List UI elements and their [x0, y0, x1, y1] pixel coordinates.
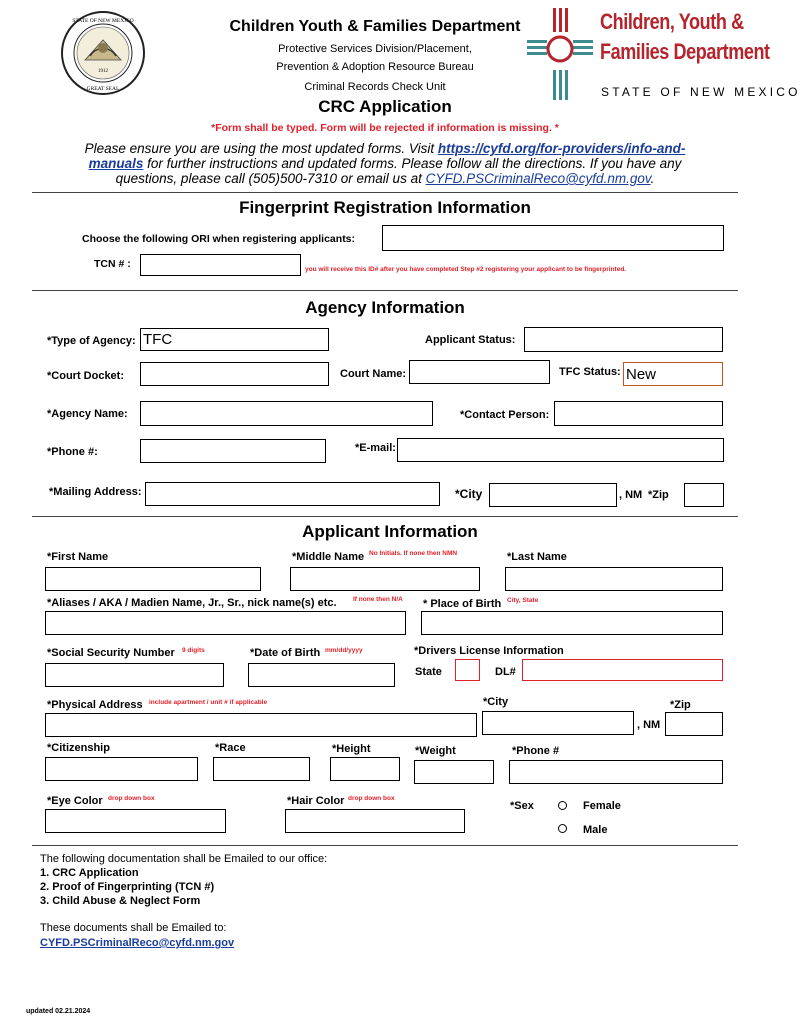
middle-name-field[interactable]: [290, 567, 480, 591]
sex-male-label: Male: [583, 824, 608, 836]
place-of-birth-field[interactable]: [421, 611, 723, 635]
race-label: *Race: [215, 742, 246, 754]
ori-label: Choose the following ORI when registering applicants:: [82, 233, 356, 245]
applicant-nm-label: , NM: [637, 719, 661, 731]
forms-link[interactable]: https://cyfd.org/for-providers/info-and-: [437, 141, 686, 156]
place-of-birth-note: City, State: [507, 597, 539, 604]
hair-color-note: drop down box: [348, 795, 395, 802]
logo-state: STATE OF NEW MEXICO: [601, 85, 801, 99]
tcn-field[interactable]: [140, 254, 301, 276]
docs-intro: The following documentation shall be Emailed to our office:: [40, 853, 328, 865]
hair-color-dropdown[interactable]: [285, 809, 465, 833]
dob-field[interactable]: [248, 663, 395, 687]
ori-field[interactable]: [382, 225, 724, 251]
agency-section-title: Agency Information: [305, 298, 465, 317]
aliases-field[interactable]: [45, 611, 406, 635]
intro-paragraph: Please ensure you are using the most updated forms. Visit https://cyfd.org/for-providers/info-and- manuals for further instructions and updated forms. Please follow all the directions. If you have any questions, please call (505)500-7310 or email us at CYFD.PSCriminalReco@cyfd.nm.gov.: [84, 141, 686, 186]
court-name-label: Court Name:: [340, 368, 407, 380]
agency-type-label: *Type of Agency:: [47, 335, 136, 347]
mailing-address-field[interactable]: [145, 482, 440, 506]
forms-link-cont[interactable]: manuals: [88, 156, 144, 171]
department-title: Children Youth & Families Department: [229, 18, 521, 35]
first-name-field[interactable]: [45, 567, 261, 591]
docs-email-intro: These documents shall be Emailed to:: [40, 922, 227, 934]
docs-email-link[interactable]: CYFD.PSCriminalReco@cyfd.nm.gov: [40, 937, 235, 949]
last-name-field[interactable]: [505, 567, 723, 591]
dl-state-field[interactable]: [455, 659, 480, 681]
agency-city-label: *City: [455, 487, 483, 501]
agency-email-label: *E-mail:: [355, 442, 396, 454]
updated-date: updated 02.21.2024: [26, 1008, 91, 1015]
division-line-2: Prevention & Adoption Resource Bureau: [276, 61, 474, 73]
applicant-section-title: Applicant Information: [302, 522, 478, 541]
applicant-status-field[interactable]: [524, 327, 723, 352]
agency-phone-label: *Phone #:: [47, 446, 98, 458]
physical-address-note: include apartment / unit # if applicable: [149, 699, 268, 706]
divider: [32, 845, 738, 846]
hair-color-label: *Hair Color: [287, 795, 345, 807]
court-docket-label: *Court Docket:: [47, 370, 125, 382]
applicant-city-field[interactable]: [482, 711, 634, 735]
race-field[interactable]: [213, 757, 310, 781]
docs-item-3: 3. Child Abuse & Neglect Form: [40, 895, 201, 907]
state-seal-icon: [60, 10, 146, 96]
contact-person-field[interactable]: [554, 401, 723, 426]
docs-item-1: 1. CRC Application: [40, 867, 139, 879]
dl-number-label: DL#: [495, 666, 516, 678]
applicant-zip-field[interactable]: [665, 712, 723, 736]
divider: [32, 516, 738, 517]
citizenship-field[interactable]: [45, 757, 198, 781]
drivers-license-label: *Drivers License Information: [414, 645, 564, 657]
eye-color-note: drop down box: [108, 795, 155, 802]
svg-text:1912: 1912: [98, 69, 108, 74]
sex-male-radio[interactable]: [558, 824, 567, 833]
tcn-note: you will receive this ID# after you have completed Step #2 registering your applicant to be fingerprinted.: [305, 266, 627, 273]
court-docket-field[interactable]: [140, 362, 329, 386]
agency-type-value: TFC: [143, 331, 173, 348]
unit-name: Criminal Records Check Unit: [304, 81, 446, 93]
sex-female-label: Female: [583, 800, 621, 812]
division-line-1: Protective Services Division/Placement,: [278, 43, 472, 55]
divider: [32, 192, 738, 193]
mailing-address-label: *Mailing Address:: [49, 486, 142, 498]
weight-field[interactable]: [414, 760, 494, 784]
tcn-label: TCN # :: [94, 258, 131, 270]
warning-text: *Form shall be typed. Form will be rejected if information is missing. *: [211, 122, 559, 134]
ssn-field[interactable]: [45, 663, 224, 687]
agency-name-label: *Agency Name:: [47, 408, 128, 420]
first-name-label: *First Name: [47, 551, 109, 563]
applicant-phone-field[interactable]: [509, 760, 723, 784]
dob-note: mm/dd/yyyy: [325, 647, 363, 654]
form-title: CRC Application: [318, 97, 452, 116]
height-label: *Height: [332, 743, 371, 755]
tfc-status-value: New: [626, 366, 657, 383]
fingerprint-section-title: Fingerprint Registration Information: [239, 198, 531, 217]
middle-name-label: *Middle Name: [292, 551, 365, 563]
agency-email-field[interactable]: [397, 438, 724, 462]
logo-line-1: Children, Youth &: [600, 9, 744, 34]
aliases-label: *Aliases / AKA / Madien Name, Jr., Sr., nick name(s) etc.: [47, 597, 337, 609]
applicant-phone-label: *Phone #: [512, 745, 560, 757]
height-field[interactable]: [330, 757, 400, 781]
contact-email-link[interactable]: CYFD.PSCriminalReco@cyfd.nm.gov: [425, 171, 651, 186]
divider: [32, 290, 738, 291]
citizenship-label: *Citizenship: [47, 742, 110, 754]
applicant-zip-label: *Zip: [670, 699, 691, 711]
dl-state-label: State: [415, 666, 442, 678]
zia-sun-icon: [527, 8, 593, 102]
middle-name-note: No Initials. If none then NMN: [369, 550, 458, 557]
last-name-label: *Last Name: [507, 551, 567, 563]
aliases-note: If none then N/A: [353, 596, 403, 603]
ssn-label: *Social Security Number: [47, 647, 175, 659]
physical-address-field[interactable]: [45, 713, 477, 737]
ssn-note: 9 digits: [182, 647, 205, 654]
agency-city-field[interactable]: [489, 483, 617, 507]
eye-color-dropdown[interactable]: [45, 809, 226, 833]
docs-item-2: 2. Proof of Fingerprinting (TCN #): [40, 881, 215, 893]
logo-line-2: Families Department: [600, 39, 770, 64]
sex-female-radio[interactable]: [558, 801, 567, 810]
applicant-city-label: *City: [483, 696, 509, 708]
dob-label: *Date of Birth: [250, 647, 321, 659]
contact-person-label: *Contact Person:: [460, 409, 550, 421]
eye-color-label: *Eye Color: [47, 795, 103, 807]
applicant-status-label: Applicant Status:: [425, 334, 516, 346]
physical-address-label: *Physical Address: [47, 699, 143, 711]
sex-label: *Sex: [510, 800, 534, 812]
weight-label: *Weight: [415, 745, 456, 757]
agency-name-field[interactable]: [140, 401, 433, 426]
agency-nm-label: , NM: [619, 489, 643, 501]
agency-phone-field[interactable]: [140, 439, 326, 463]
dl-number-field[interactable]: [522, 659, 723, 681]
agency-zip-field[interactable]: [684, 483, 724, 507]
agency-zip-label: *Zip: [648, 489, 669, 501]
court-name-field[interactable]: [409, 360, 550, 384]
place-of-birth-label: * Place of Birth: [423, 598, 502, 610]
svg-text:GREAT SEAL: GREAT SEAL: [86, 86, 120, 92]
svg-text:STATE OF NEW MEXICO: STATE OF NEW MEXICO: [72, 18, 134, 24]
tfc-status-label: TFC Status:: [559, 366, 621, 378]
